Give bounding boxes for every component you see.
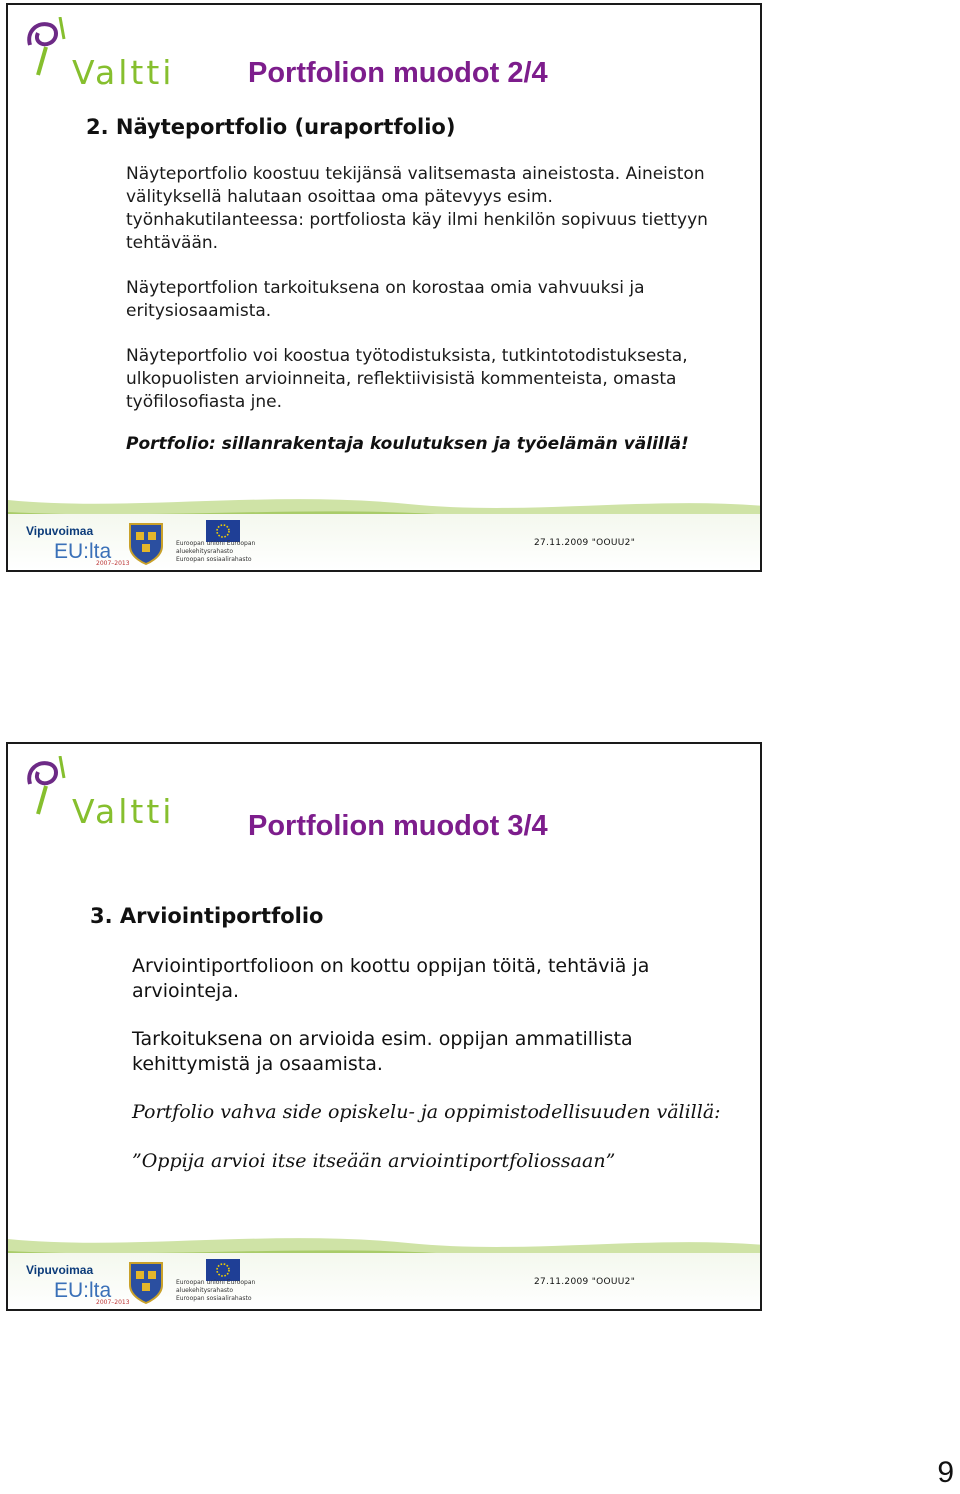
eulta-years: 2007–2013 — [96, 560, 130, 567]
paragraph-contents: Näyteportfolio voi koostua työtodistuksista, tutkintotodistuksesta, ulkopuolisten arvioinneita, reflektiivisistä kommenteista, omasta työfilosofiasta jne. — [126, 346, 688, 412]
eulta-label: EU:lta — [54, 1279, 112, 1302]
valtti-logo — [24, 17, 184, 97]
emphasis-line: Portfolio vahva side opiskelu- ja oppimistodellisuuden välillä: — [132, 1101, 721, 1123]
paragraph-intro: Näyteportfolio koostuu tekijänsä valitsemasta aineistosta. Aineiston välityksellä halutaan osoittaa oma pätevyys esim. työnhakutilanteessa: portfoliosta käy ilmi henkilön sopivuus tiettyyn tehtävään. — [126, 164, 708, 253]
slide-subheading: 3. Arviointiportfolio — [90, 904, 324, 928]
paragraph-purpose: Tarkoituksena on arvioida esim. oppijan ammatillista kehittymistä ja osaamista. — [132, 1028, 633, 1075]
emphasis-line: Portfolio: sillanrakentaja koulutuksen ja työelämän välillä! — [126, 434, 689, 454]
slide-2-of-4 — [6, 3, 762, 572]
vipuvoimaa-label: Vipuvoimaa — [26, 524, 94, 538]
slide-subheading: 2. Näyteportfolio (uraportfolio) — [86, 115, 456, 139]
footer-date-code: 27.11.2009 "OOUU2" — [534, 1277, 636, 1287]
paragraph-purpose: Näyteportfolion tarkoituksena on korostaa omia vahvuuksi ja eritysiosaamista. — [126, 278, 645, 321]
vipuvoimaa-label: Vipuvoimaa — [26, 1263, 94, 1277]
coat-of-arms-icon — [128, 522, 164, 566]
slide-title: Portfolion muodot 2/4 — [248, 57, 548, 89]
eulta-years: 2007–2013 — [96, 1299, 130, 1306]
quote-line: ”Oppija arvioi itse itseään arviointiportfoliossaan” — [132, 1150, 616, 1172]
valtti-logo — [24, 756, 184, 836]
footer-date-code: 27.11.2009 "OOUU2" — [534, 538, 636, 548]
slide-3-of-4 — [6, 742, 762, 1311]
eu-flag-icon — [206, 1259, 240, 1281]
eu-funding-text: Euroopan unioni Euroopan aluekehitysrahasto Euroopan sosiaalirahasto — [176, 540, 256, 563]
eu-funding-text: Euroopan unioni Euroopan aluekehitysrahasto Euroopan sosiaalirahasto — [176, 1279, 256, 1302]
slide-footer — [8, 492, 760, 570]
eulta-label: EU:lta — [54, 540, 112, 563]
slide-footer — [8, 1231, 760, 1309]
logo-text: Valtti — [72, 792, 175, 831]
slide-title: Portfolion muodot 3/4 — [248, 810, 548, 842]
paragraph-contents: Arviointiportfolioon on koottu oppijan töitä, tehtäviä ja arviointeja. — [132, 955, 650, 1002]
eu-flag-icon — [206, 520, 240, 542]
logo-text: Valtti — [72, 53, 175, 92]
page-number: 9 — [937, 1456, 954, 1489]
coat-of-arms-icon — [128, 1261, 164, 1305]
